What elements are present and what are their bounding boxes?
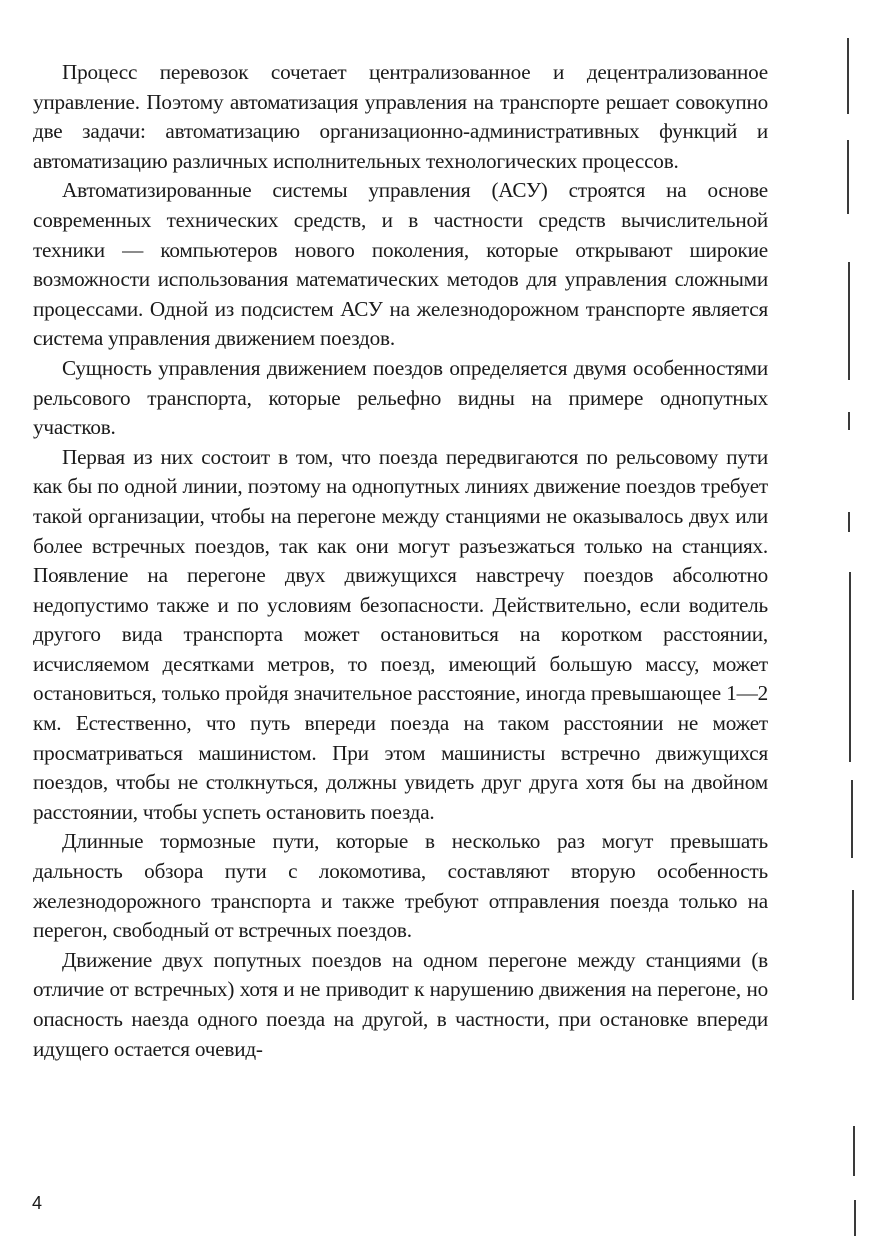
paragraph: Первая из них состоит в том, что поезда передвигаются по рельсовому пути как бы по одной линии, поэтому на однопутных линиях движение поездов требует такой организации, чтобы на перегоне между станциями не оказывалось двух или более встречных поездов, так как они могут разъезжаться только на станциях. Появление на перегоне двух движущихся навстречу поездов абсолютно недопустимо также и по условиям безопасности. Действительно, если водитель другого вида транспорта может остановиться на коротком расстоянии, исчисляемом десятками метров, то поезд, имеющий большую массу, может остановиться, только пройдя значительное расстояние, иногда превышающее 1—2 км. Естественно, что путь впереди поезда на таком расстоянии не может просматриваться машинистом. При этом машинисты встречно движущихся поездов, чтобы не столкнуться, должны увидеть друг друга хотя бы на двойном расстоянии, чтобы успеть остановить поезда. [33, 444, 768, 824]
paragraph: Процесс перевозок сочетает централизованное и децентрализованное управление. Поэтому автоматизация управления на транспорте решает совокупно две задачи: автоматизацию организационно-административных функций и автоматизацию различных исполнительных технологических процессов. [33, 60, 768, 173]
scan-edge-mark [852, 890, 854, 1000]
paragraph: Сущность управления движением поездов определяется двумя особенностями рельсового транспорта, которые рельефно видны на примере однопутных участков. [33, 355, 768, 440]
paragraph: Автоматизированные системы управления (АСУ) строятся на основе современных технических средств, и в частности средств вычислительной техники — компьютеров нового поколения, которые открывают широкие возможности использования математических методов для управления сложными процессами. Одной из подсистем АСУ на железнодорожном транспорте является система управления движением поездов. [33, 178, 768, 351]
scan-edge-mark [853, 1126, 855, 1176]
page-number: 4 [32, 1193, 43, 1213]
paragraph: Движение двух попутных поездов на одном перегоне между станциями (в отличие от встречных) хотя и не приводит к нарушению движения на перегоне, но опасность наезда одного поезда на другой, в частности, при остановке впереди идущего остается очевид- [33, 947, 768, 1061]
scan-edge-mark [848, 512, 850, 532]
scan-edge-mark [848, 262, 850, 380]
body-text [33, 58, 768, 1064]
scan-edge-mark [851, 780, 853, 858]
scan-edge-mark [847, 38, 849, 114]
scan-edge-mark [849, 572, 851, 762]
scan-edge-mark [847, 140, 849, 214]
scan-edge-mark [848, 412, 850, 430]
paragraph: Длинные тормозные пути, которые в несколько раз могут превышать дальность обзора пути с локомотива, составляют вторую особенность железнодорожного транспорта и также требуют отправления поезда только на перегон, свободный от встречных поездов. [33, 829, 768, 943]
scan-edge-mark [854, 1200, 856, 1236]
